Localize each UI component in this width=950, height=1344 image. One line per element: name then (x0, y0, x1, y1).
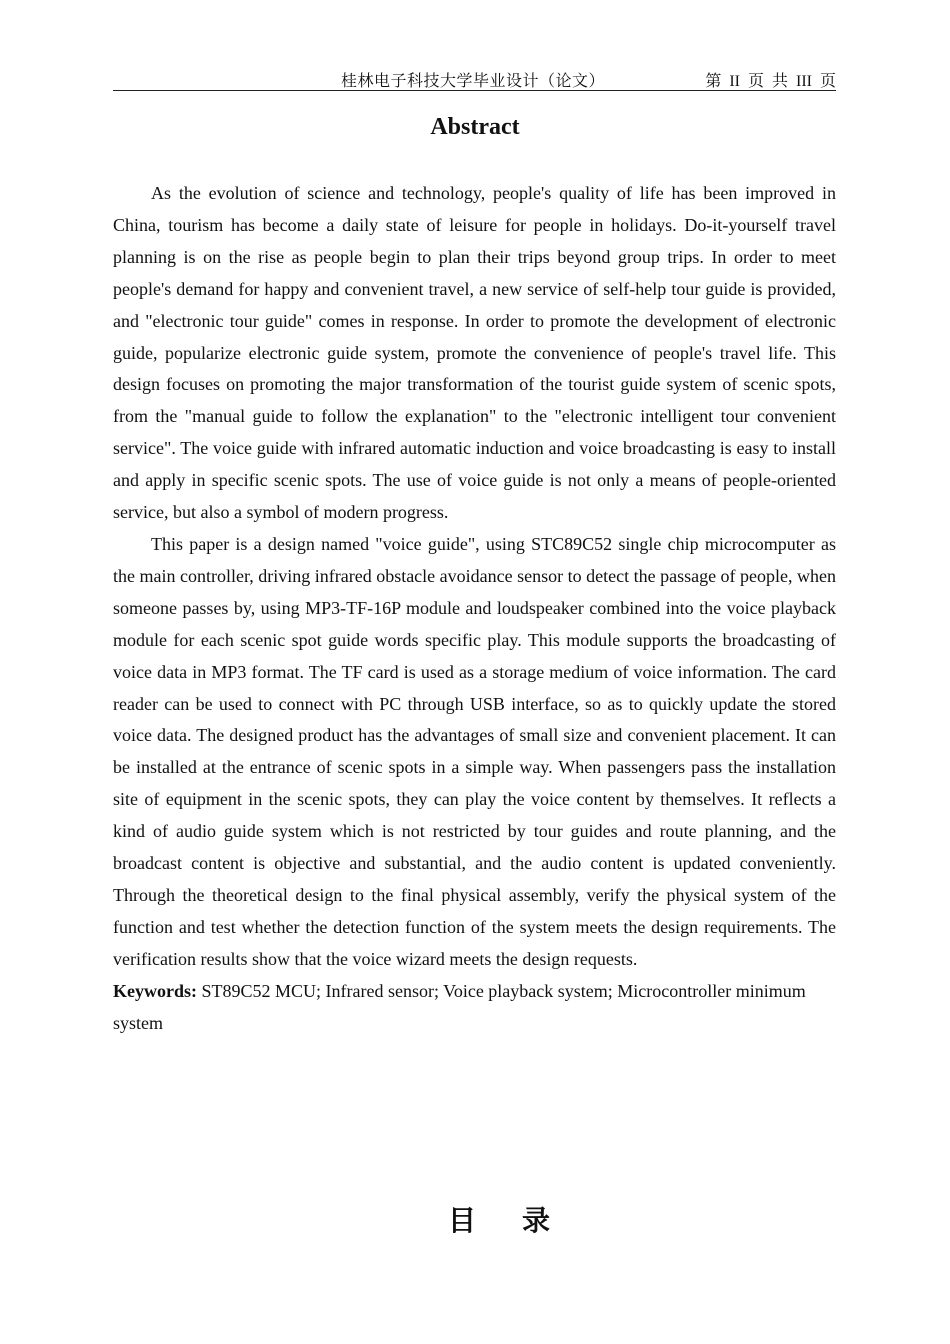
keywords-label: Keywords: (113, 980, 197, 1001)
abstract-body (113, 178, 836, 1039)
keywords-line (113, 976, 836, 1040)
abstract-paragraph-1: As the evolution of science and technology, people's quality of life has been improved in China, tourism has become a daily state of leisure for people in holidays. Do-it-yourself travel planning is on the rise as people begin to plan their trips beyond group trips. In order to meet people's demand for happy and convenient travel, a new service of self-help tour guide is provided, and "electronic tour guide" comes in response. In order to promote the development of electronic guide, popularize electronic guide system, promote the convenience of people's travel life. This design focuses on promoting the major transformation of the tourist guide system of scenic spots, from the "manual guide to follow the explanation" to the "electronic intelligent tour convenient service". The voice guide with infrared automatic induction and voice broadcasting is easy to install and apply in specific scenic spots. The use of voice guide is not only a means of people-oriented service, but also a symbol of modern progress. (113, 183, 836, 523)
toc-heading: 目录 (448, 1204, 597, 1237)
abstract-paragraph-2: This paper is a design named "voice guide", using STC89C52 single chip microcomputer as the main controller, driving infrared obstacle avoidance sensor to detect the passage of people, when someone passes by, using MP3-TF-16P module and loudspeaker combined into the voice playback module for each scenic spot guide words specific play. This module supports the broadcasting of voice data in MP3 format. The TF card is used as a storage medium of voice information. The card reader can be used to connect with PC through USB interface, so as to quickly update the stored voice data. The designed product has the advantages of small size and convenient placement. It can be installed at the entrance of scenic spots in a simple way. When passengers pass the installation site of equipment in the scenic spots, they can play the voice content by themselves. It reflects a kind of audio guide system which is not restricted by tour guides and route planning, and the broadcast content is objective and substantial, and the audio content is updated conveniently. Through the theoretical design to the final physical assembly, verify the physical system of the function and test whether the detection function of the system meets the design requirements. The verification results show that the voice wizard meets the design requests. (113, 533, 837, 969)
page-header (113, 66, 836, 91)
header-page-number: 第 II 页 共 III 页 (705, 73, 836, 90)
header-title: 桂林电子科技大学毕业设计（论文） (341, 73, 606, 90)
abstract-heading: Abstract (430, 114, 520, 140)
keywords-text: ST89C52 MCU; Infrared sensor; Voice playback system; Microcontroller minimum system (113, 980, 806, 1033)
